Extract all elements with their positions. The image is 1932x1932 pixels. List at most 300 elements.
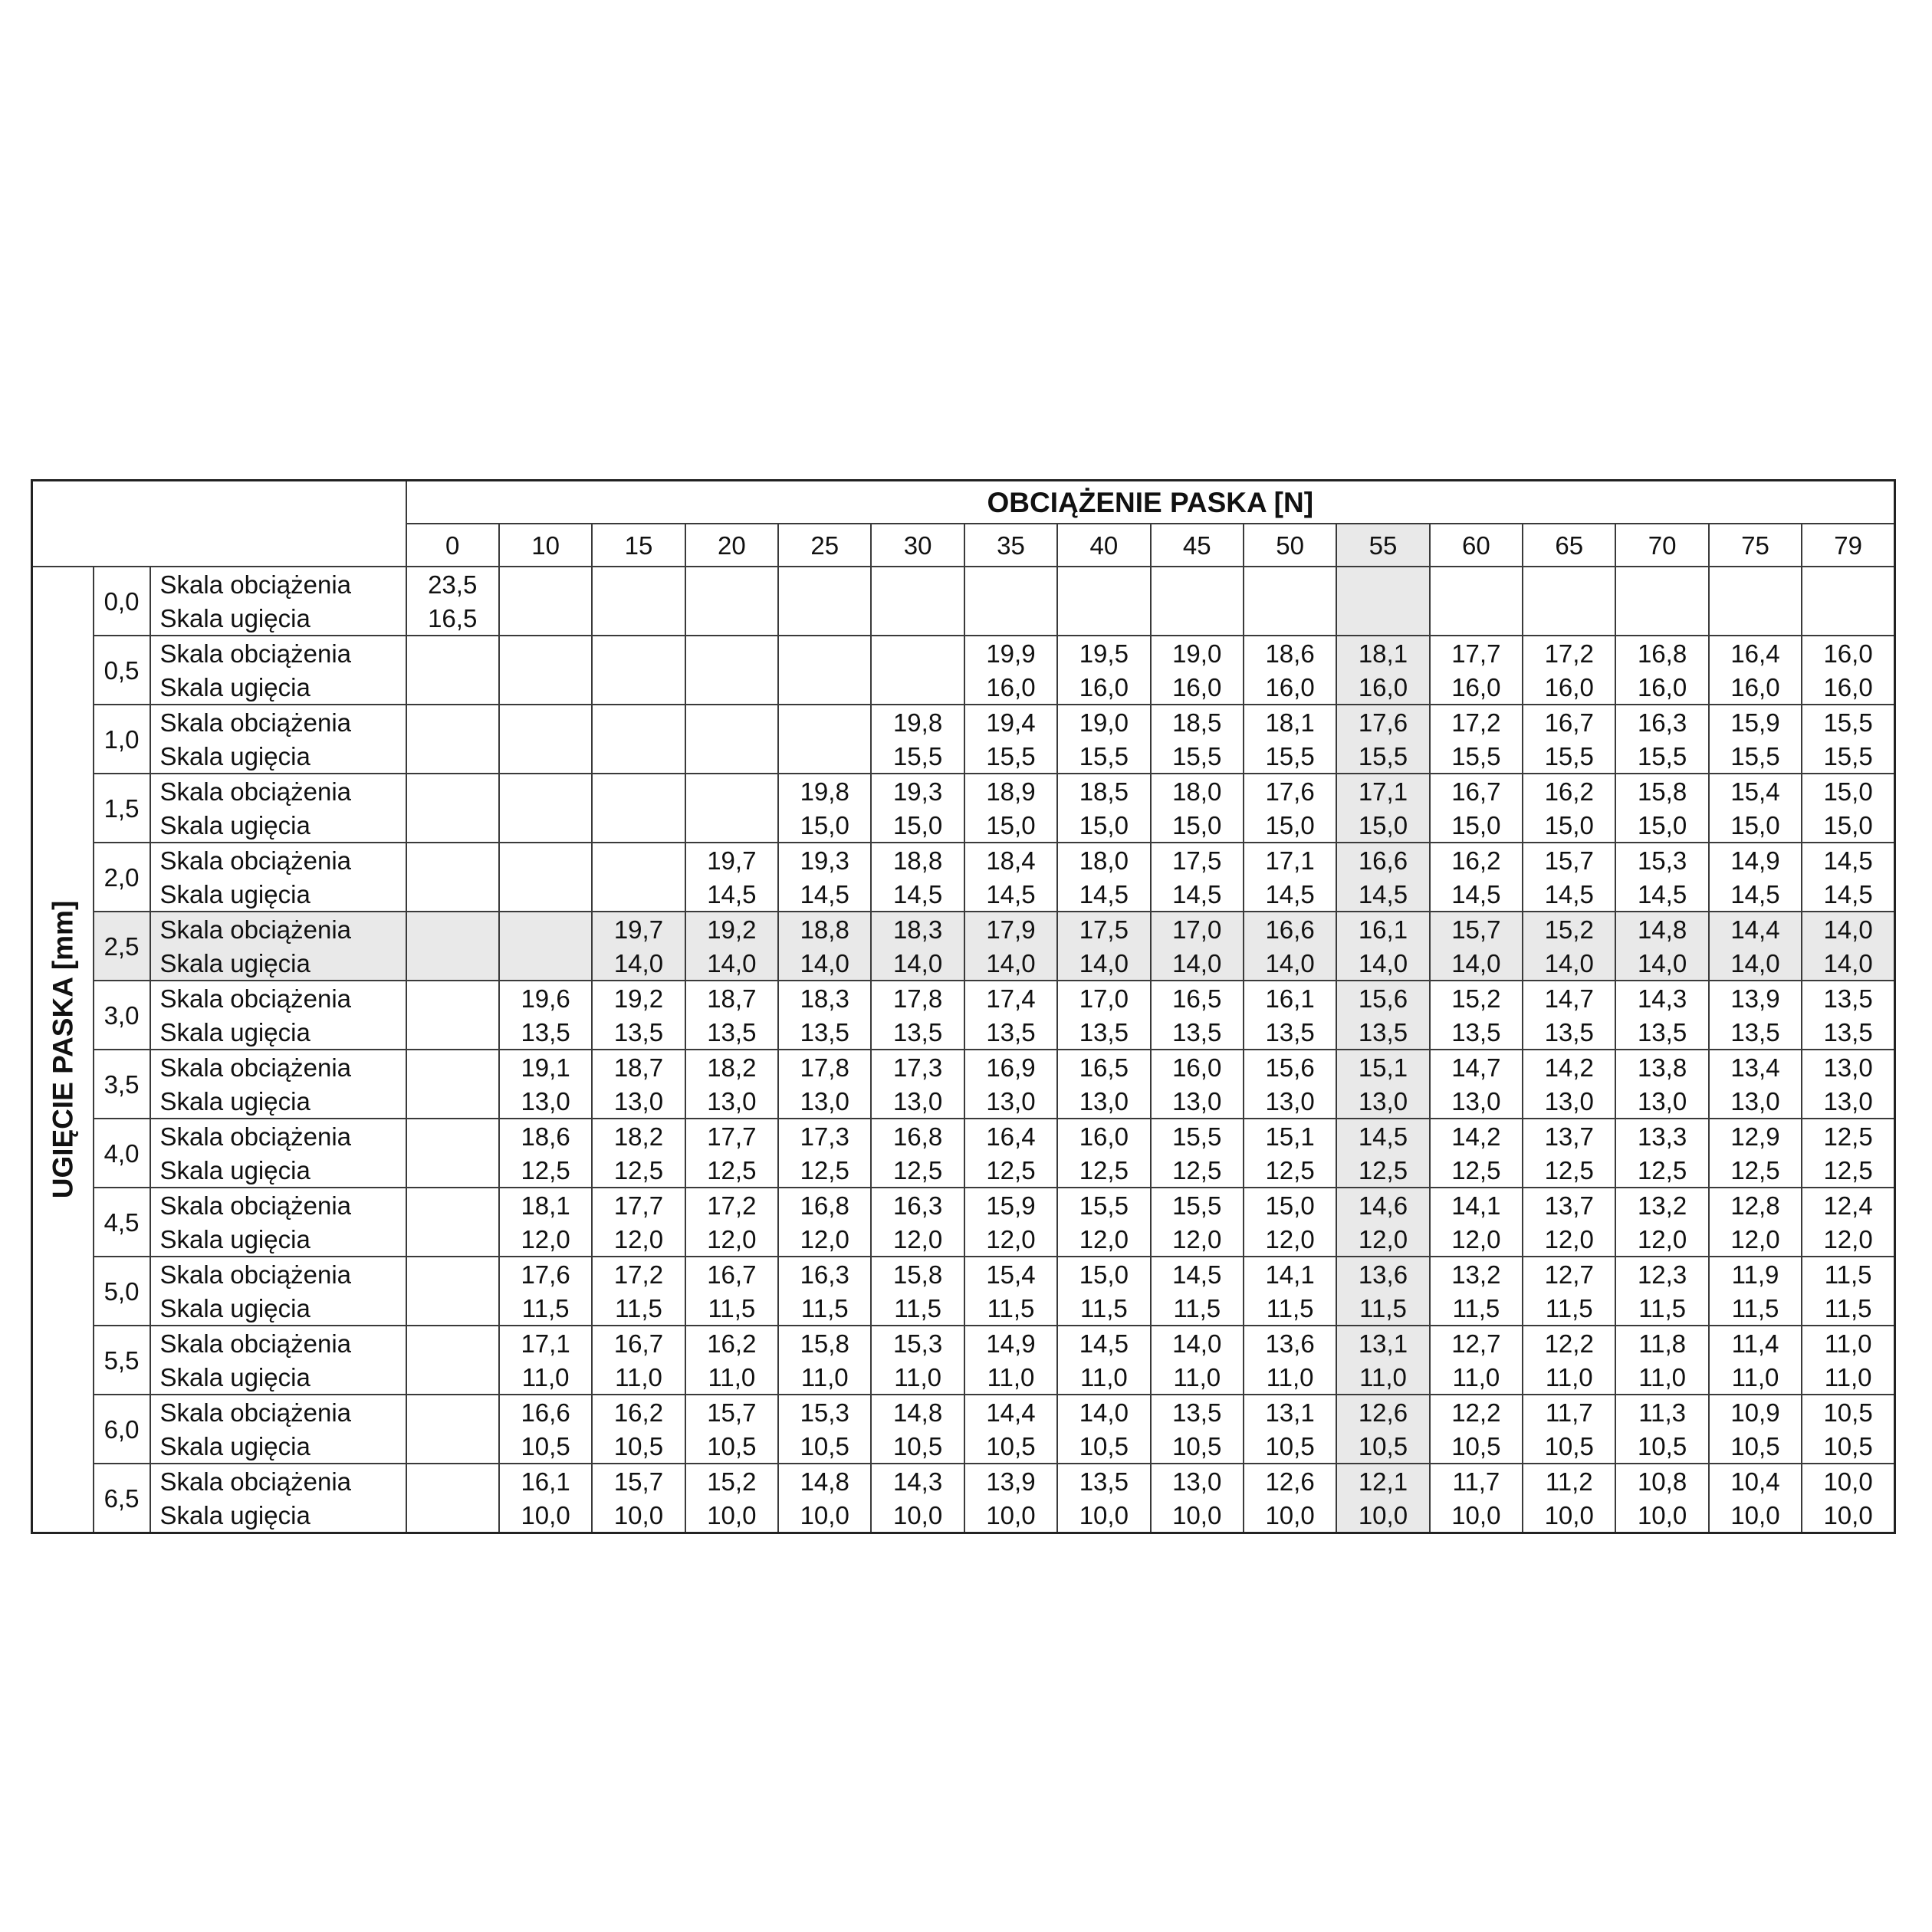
- deflection-scale-cell: 12,5: [685, 1153, 778, 1188]
- load-scale-cell: 16,8: [778, 1188, 871, 1222]
- load-scale-cell: 16,1: [1336, 912, 1429, 946]
- load-scale-cell: 14,2: [1523, 1050, 1615, 1084]
- table-row: [32, 705, 1895, 739]
- table-row: [32, 1084, 1895, 1119]
- load-scale-cell: 13,2: [1615, 1188, 1708, 1222]
- deflection-scale-cell: 10,5: [1430, 1429, 1523, 1464]
- deflection-scale-cell: 15,0: [1244, 808, 1336, 843]
- deflection-value: 6,5: [94, 1464, 150, 1533]
- load-scale-cell: 13,4: [1709, 1050, 1802, 1084]
- load-scale-label: Skala obciążenia: [150, 1326, 406, 1360]
- load-header-10: 55: [1336, 524, 1429, 567]
- load-scale-cell: 11,9: [1709, 1257, 1802, 1291]
- load-scale-cell: 18,5: [1057, 774, 1150, 808]
- deflection-value: 5,0: [94, 1257, 150, 1326]
- deflection-scale-cell: [592, 739, 685, 774]
- load-scale-cell: 19,4: [964, 705, 1057, 739]
- load-scale-cell: 16,8: [1615, 636, 1708, 670]
- deflection-scale-cell: [592, 877, 685, 912]
- deflection-scale-cell: 11,0: [1336, 1360, 1429, 1395]
- deflection-scale-cell: 11,0: [1057, 1360, 1150, 1395]
- deflection-scale-cell: 10,0: [964, 1498, 1057, 1533]
- load-scale-cell: 19,7: [685, 843, 778, 877]
- load-scale-label: Skala obciążenia: [150, 981, 406, 1015]
- deflection-value: 6,0: [94, 1395, 150, 1464]
- deflection-scale-cell: [406, 1429, 499, 1464]
- deflection-scale-cell: [406, 1153, 499, 1188]
- load-scale-cell: 15,3: [1615, 843, 1708, 877]
- load-scale-label: Skala obciążenia: [150, 912, 406, 946]
- load-scale-cell: 16,6: [499, 1395, 592, 1429]
- deflection-scale-cell: 11,5: [964, 1291, 1057, 1326]
- deflection-scale-cell: [685, 601, 778, 636]
- load-scale-cell: 19,0: [1057, 705, 1150, 739]
- load-scale-cell: 14,5: [1057, 1326, 1150, 1360]
- deflection-scale-cell: 15,0: [1057, 808, 1150, 843]
- deflection-scale-cell: 12,5: [1523, 1153, 1615, 1188]
- deflection-scale-cell: 15,5: [1151, 739, 1244, 774]
- table-row: [32, 1188, 1895, 1222]
- load-scale-cell: 16,3: [778, 1257, 871, 1291]
- load-scale-label: Skala obciążenia: [150, 705, 406, 739]
- deflection-scale-cell: 14,0: [1244, 946, 1336, 981]
- load-scale-cell: 11,3: [1615, 1395, 1708, 1429]
- load-scale-cell: [1057, 567, 1150, 601]
- load-scale-cell: 16,4: [964, 1119, 1057, 1153]
- load-scale-cell: 15,2: [685, 1464, 778, 1498]
- load-scale-cell: 17,5: [1151, 843, 1244, 877]
- load-scale-cell: 17,3: [871, 1050, 964, 1084]
- deflection-scale-cell: 15,0: [1615, 808, 1708, 843]
- load-header-11: 60: [1430, 524, 1523, 567]
- deflection-scale-cell: 11,0: [592, 1360, 685, 1395]
- load-scale-cell: 19,1: [499, 1050, 592, 1084]
- deflection-scale-cell: 15,0: [1151, 808, 1244, 843]
- load-scale-cell: [592, 843, 685, 877]
- load-scale-cell: 15,7: [1523, 843, 1615, 877]
- load-scale-cell: 10,9: [1709, 1395, 1802, 1429]
- deflection-scale-cell: 11,5: [685, 1291, 778, 1326]
- deflection-scale-cell: 10,0: [1430, 1498, 1523, 1533]
- load-scale-cell: 18,7: [685, 981, 778, 1015]
- deflection-scale-cell: 12,0: [1615, 1222, 1708, 1257]
- load-scale-label: Skala obciążenia: [150, 1119, 406, 1153]
- load-scale-cell: 19,8: [778, 774, 871, 808]
- deflection-scale-cell: [1709, 601, 1802, 636]
- load-scale-cell: 17,4: [964, 981, 1057, 1015]
- deflection-scale-cell: 10,5: [1523, 1429, 1615, 1464]
- deflection-scale-cell: 15,0: [871, 808, 964, 843]
- deflection-scale-cell: 13,5: [499, 1015, 592, 1050]
- load-scale-cell: 18,1: [1336, 636, 1429, 670]
- load-scale-cell: [592, 567, 685, 601]
- deflection-scale-cell: 11,5: [1057, 1291, 1150, 1326]
- table-row: [32, 1015, 1895, 1050]
- load-scale-cell: 17,9: [964, 912, 1057, 946]
- load-scale-cell: 15,6: [1244, 1050, 1336, 1084]
- deflection-scale-cell: 14,5: [871, 877, 964, 912]
- load-scale-cell: 11,7: [1430, 1464, 1523, 1498]
- deflection-scale-cell: [778, 601, 871, 636]
- load-scale-cell: 17,5: [1057, 912, 1150, 946]
- table-row: [32, 912, 1895, 946]
- deflection-scale-cell: 14,0: [1430, 946, 1523, 981]
- deflection-scale-cell: 14,5: [1336, 877, 1429, 912]
- load-scale-cell: [778, 705, 871, 739]
- deflection-scale-label: Skala ugięcia: [150, 808, 406, 843]
- load-scale-cell: 12,4: [1802, 1188, 1894, 1222]
- load-scale-cell: 13,7: [1523, 1119, 1615, 1153]
- deflection-scale-cell: 14,5: [1709, 877, 1802, 912]
- belt-tension-table: [31, 479, 1896, 1534]
- deflection-scale-cell: [1151, 601, 1244, 636]
- deflection-scale-cell: 16,0: [1430, 670, 1523, 705]
- deflection-scale-cell: 11,0: [499, 1360, 592, 1395]
- deflection-scale-cell: 13,0: [778, 1084, 871, 1119]
- deflection-scale-cell: 12,0: [1244, 1222, 1336, 1257]
- load-scale-cell: [406, 636, 499, 670]
- load-scale-cell: 16,1: [1244, 981, 1336, 1015]
- load-scale-cell: 18,0: [1151, 774, 1244, 808]
- load-scale-cell: [499, 843, 592, 877]
- load-scale-cell: 12,5: [1802, 1119, 1894, 1153]
- load-scale-cell: 11,4: [1709, 1326, 1802, 1360]
- deflection-scale-cell: 11,5: [1336, 1291, 1429, 1326]
- load-scale-cell: [406, 1464, 499, 1498]
- deflection-scale-cell: 11,5: [1709, 1291, 1802, 1326]
- deflection-scale-cell: [406, 1015, 499, 1050]
- load-scale-cell: [499, 774, 592, 808]
- load-scale-cell: [406, 1050, 499, 1084]
- deflection-scale-cell: 15,5: [1615, 739, 1708, 774]
- deflection-scale-cell: 14,5: [1615, 877, 1708, 912]
- deflection-scale-cell: [406, 670, 499, 705]
- deflection-scale-cell: 12,5: [1151, 1153, 1244, 1188]
- deflection-scale-cell: 11,0: [871, 1360, 964, 1395]
- deflection-scale-cell: [1523, 601, 1615, 636]
- load-scale-label: Skala obciążenia: [150, 843, 406, 877]
- load-scale-cell: 19,3: [778, 843, 871, 877]
- load-scale-cell: 18,2: [685, 1050, 778, 1084]
- load-scale-cell: [592, 705, 685, 739]
- load-scale-cell: [592, 636, 685, 670]
- load-scale-cell: 14,4: [964, 1395, 1057, 1429]
- load-scale-cell: 13,1: [1244, 1395, 1336, 1429]
- deflection-scale-cell: 14,0: [1336, 946, 1429, 981]
- deflection-scale-cell: 13,5: [778, 1015, 871, 1050]
- deflection-value: 2,5: [94, 912, 150, 981]
- load-scale-cell: 14,5: [1151, 1257, 1244, 1291]
- load-scale-cell: [685, 705, 778, 739]
- load-scale-cell: 14,0: [1151, 1326, 1244, 1360]
- deflection-value: 3,5: [94, 1050, 150, 1119]
- load-scale-cell: 16,0: [1057, 1119, 1150, 1153]
- load-scale-cell: 17,0: [1151, 912, 1244, 946]
- deflection-scale-cell: [499, 808, 592, 843]
- load-scale-cell: 15,5: [1057, 1188, 1150, 1222]
- load-scale-cell: 17,6: [499, 1257, 592, 1291]
- load-scale-cell: 14,8: [871, 1395, 964, 1429]
- deflection-scale-cell: 15,5: [1430, 739, 1523, 774]
- deflection-scale-cell: 15,5: [1057, 739, 1150, 774]
- deflection-scale-cell: 13,0: [1802, 1084, 1894, 1119]
- table-row: [32, 808, 1895, 843]
- load-scale-cell: 12,6: [1244, 1464, 1336, 1498]
- deflection-scale-cell: 10,0: [499, 1498, 592, 1533]
- deflection-scale-cell: [685, 808, 778, 843]
- load-scale-cell: 15,0: [1244, 1188, 1336, 1222]
- load-scale-cell: 17,6: [1336, 705, 1429, 739]
- load-scale-cell: [406, 774, 499, 808]
- deflection-scale-label: Skala ugięcia: [150, 1360, 406, 1395]
- load-scale-cell: 14,5: [1336, 1119, 1429, 1153]
- deflection-scale-cell: [685, 670, 778, 705]
- deflection-scale-cell: 11,0: [964, 1360, 1057, 1395]
- load-scale-cell: 12,9: [1709, 1119, 1802, 1153]
- table-row: [32, 1464, 1895, 1498]
- load-scale-cell: [592, 774, 685, 808]
- load-header-8: 45: [1151, 524, 1244, 567]
- deflection-scale-label: Skala ugięcia: [150, 1015, 406, 1050]
- deflection-scale-cell: 13,5: [1336, 1015, 1429, 1050]
- load-scale-cell: 18,4: [964, 843, 1057, 877]
- deflection-scale-cell: 12,5: [964, 1153, 1057, 1188]
- load-scale-cell: 14,1: [1430, 1188, 1523, 1222]
- load-scale-cell: 15,1: [1244, 1119, 1336, 1153]
- deflection-scale-cell: 15,0: [1709, 808, 1802, 843]
- load-scale-cell: 19,0: [1151, 636, 1244, 670]
- deflection-scale-cell: 16,0: [1802, 670, 1894, 705]
- load-scale-cell: 16,5: [1057, 1050, 1150, 1084]
- load-scale-label: Skala obciążenia: [150, 1188, 406, 1222]
- deflection-scale-cell: [406, 1222, 499, 1257]
- load-scale-cell: [406, 705, 499, 739]
- load-scale-cell: 16,7: [1430, 774, 1523, 808]
- load-scale-cell: 10,0: [1802, 1464, 1894, 1498]
- load-scale-cell: [406, 1395, 499, 1429]
- deflection-scale-cell: 13,0: [1709, 1084, 1802, 1119]
- load-scale-cell: [406, 1326, 499, 1360]
- deflection-scale-cell: 12,0: [1523, 1222, 1615, 1257]
- load-scale-cell: 19,6: [499, 981, 592, 1015]
- deflection-scale-cell: 12,0: [1802, 1222, 1894, 1257]
- load-scale-cell: 19,2: [685, 912, 778, 946]
- load-scale-cell: [1802, 567, 1894, 601]
- deflection-scale-cell: 13,5: [1615, 1015, 1708, 1050]
- load-scale-cell: 18,1: [499, 1188, 592, 1222]
- load-scale-cell: 16,8: [871, 1119, 964, 1153]
- load-header-1: 10: [499, 524, 592, 567]
- deflection-scale-cell: 14,5: [1151, 877, 1244, 912]
- deflection-scale-label: Skala ugięcia: [150, 1153, 406, 1188]
- deflection-scale-cell: [778, 670, 871, 705]
- deflection-scale-cell: 10,5: [1244, 1429, 1336, 1464]
- load-scale-cell: 15,2: [1430, 981, 1523, 1015]
- load-header-15: 79: [1802, 524, 1894, 567]
- load-scale-cell: 10,8: [1615, 1464, 1708, 1498]
- deflection-scale-cell: 10,5: [1709, 1429, 1802, 1464]
- deflection-scale-cell: 11,5: [1523, 1291, 1615, 1326]
- load-scale-label: Skala obciążenia: [150, 567, 406, 601]
- deflection-scale-cell: 14,0: [778, 946, 871, 981]
- load-scale-cell: 11,7: [1523, 1395, 1615, 1429]
- deflection-scale-cell: 14,0: [685, 946, 778, 981]
- load-scale-cell: [406, 981, 499, 1015]
- load-scale-cell: 19,3: [871, 774, 964, 808]
- deflection-scale-cell: 12,0: [871, 1222, 964, 1257]
- load-scale-cell: 17,3: [778, 1119, 871, 1153]
- deflection-scale-label: Skala ugięcia: [150, 601, 406, 636]
- load-header-3: 20: [685, 524, 778, 567]
- load-scale-cell: [685, 774, 778, 808]
- table-row: [32, 1050, 1895, 1084]
- load-scale-cell: 15,3: [778, 1395, 871, 1429]
- load-scale-cell: [871, 636, 964, 670]
- load-scale-cell: 12,7: [1523, 1257, 1615, 1291]
- deflection-value: 5,5: [94, 1326, 150, 1395]
- deflection-scale-cell: 10,5: [1057, 1429, 1150, 1464]
- load-scale-cell: 18,3: [871, 912, 964, 946]
- load-scale-cell: [499, 912, 592, 946]
- load-scale-cell: 10,4: [1709, 1464, 1802, 1498]
- load-scale-cell: 11,8: [1615, 1326, 1708, 1360]
- load-scale-cell: 17,7: [685, 1119, 778, 1153]
- load-scale-cell: [778, 567, 871, 601]
- deflection-scale-cell: 12,5: [1802, 1153, 1894, 1188]
- table-row: [32, 843, 1895, 877]
- deflection-scale-cell: 13,0: [1057, 1084, 1150, 1119]
- load-scale-cell: [1151, 567, 1244, 601]
- load-scale-cell: 17,8: [778, 1050, 871, 1084]
- deflection-scale-cell: 15,5: [871, 739, 964, 774]
- load-header-12: 65: [1523, 524, 1615, 567]
- deflection-scale-cell: 16,0: [1336, 670, 1429, 705]
- table-body: [32, 567, 1895, 1533]
- load-scale-label: Skala obciążenia: [150, 774, 406, 808]
- deflection-scale-cell: 11,0: [778, 1360, 871, 1395]
- load-scale-cell: 18,6: [499, 1119, 592, 1153]
- deflection-scale-cell: 13,0: [592, 1084, 685, 1119]
- deflection-scale-cell: 10,0: [1709, 1498, 1802, 1533]
- load-scale-cell: 15,9: [1709, 705, 1802, 739]
- load-scale-cell: 14,1: [1244, 1257, 1336, 1291]
- load-scale-cell: 15,8: [1615, 774, 1708, 808]
- load-scale-cell: 14,9: [1709, 843, 1802, 877]
- load-scale-cell: 13,1: [1336, 1326, 1429, 1360]
- deflection-scale-cell: 13,0: [1244, 1084, 1336, 1119]
- deflection-scale-cell: 16,0: [1615, 670, 1708, 705]
- load-scale-cell: 17,2: [1430, 705, 1523, 739]
- deflection-scale-cell: [1430, 601, 1523, 636]
- load-header-9: 50: [1244, 524, 1336, 567]
- deflection-scale-cell: [964, 601, 1057, 636]
- row-axis-label: UGIĘCIE PASKA [mm]: [47, 900, 79, 1199]
- deflection-scale-cell: 12,5: [1244, 1153, 1336, 1188]
- deflection-scale-cell: 13,5: [1430, 1015, 1523, 1050]
- load-scale-cell: [964, 567, 1057, 601]
- load-header-13: 70: [1615, 524, 1708, 567]
- deflection-scale-cell: 11,0: [1244, 1360, 1336, 1395]
- load-scale-cell: 15,5: [1151, 1119, 1244, 1153]
- load-scale-cell: 17,1: [1336, 774, 1429, 808]
- deflection-value: 0,0: [94, 567, 150, 636]
- load-scale-cell: 15,0: [1057, 1257, 1150, 1291]
- load-scale-cell: 11,0: [1802, 1326, 1894, 1360]
- deflection-scale-cell: 10,0: [1244, 1498, 1336, 1533]
- deflection-scale-cell: 16,0: [964, 670, 1057, 705]
- deflection-scale-cell: 11,5: [1151, 1291, 1244, 1326]
- load-scale-cell: 19,2: [592, 981, 685, 1015]
- deflection-scale-cell: 14,5: [1802, 877, 1894, 912]
- deflection-scale-cell: 14,0: [1523, 946, 1615, 981]
- deflection-scale-cell: 11,0: [1802, 1360, 1894, 1395]
- deflection-scale-label: Skala ugięcia: [150, 1429, 406, 1464]
- deflection-scale-cell: 12,0: [1336, 1222, 1429, 1257]
- load-scale-cell: 16,0: [1802, 636, 1894, 670]
- load-scale-cell: 18,9: [964, 774, 1057, 808]
- deflection-scale-cell: 15,0: [1802, 808, 1894, 843]
- load-scale-cell: 16,6: [1336, 843, 1429, 877]
- deflection-scale-cell: 12,5: [1336, 1153, 1429, 1188]
- deflection-scale-cell: 15,5: [1802, 739, 1894, 774]
- load-header-7: 40: [1057, 524, 1150, 567]
- deflection-scale-cell: 13,0: [1615, 1084, 1708, 1119]
- deflection-scale-cell: 14,0: [964, 946, 1057, 981]
- deflection-scale-cell: 13,5: [964, 1015, 1057, 1050]
- deflection-scale-cell: 15,0: [964, 808, 1057, 843]
- deflection-scale-label: Skala ugięcia: [150, 1291, 406, 1326]
- table-row: [32, 1498, 1895, 1533]
- load-scale-cell: 14,8: [778, 1464, 871, 1498]
- load-scale-cell: 18,5: [1151, 705, 1244, 739]
- deflection-scale-cell: 15,0: [1336, 808, 1429, 843]
- load-scale-cell: 16,1: [499, 1464, 592, 1498]
- deflection-scale-cell: [592, 670, 685, 705]
- load-scale-cell: 15,9: [964, 1188, 1057, 1222]
- load-scale-cell: [406, 1188, 499, 1222]
- deflection-scale-cell: 13,0: [1523, 1084, 1615, 1119]
- load-scale-cell: 16,2: [592, 1395, 685, 1429]
- deflection-scale-cell: 10,5: [964, 1429, 1057, 1464]
- load-scale-cell: [1523, 567, 1615, 601]
- load-scale-cell: 16,2: [1523, 774, 1615, 808]
- deflection-scale-cell: [592, 601, 685, 636]
- load-scale-cell: 18,0: [1057, 843, 1150, 877]
- load-scale-cell: 18,6: [1244, 636, 1336, 670]
- deflection-scale-cell: [1802, 601, 1894, 636]
- load-scale-cell: 13,5: [1057, 1464, 1150, 1498]
- load-header-4: 25: [778, 524, 871, 567]
- load-scale-cell: 18,8: [871, 843, 964, 877]
- deflection-value: 4,5: [94, 1188, 150, 1257]
- table-row: [32, 1360, 1895, 1395]
- deflection-scale-cell: 12,0: [964, 1222, 1057, 1257]
- deflection-value: 3,0: [94, 981, 150, 1050]
- deflection-scale-cell: [871, 670, 964, 705]
- load-scale-cell: [1709, 567, 1802, 601]
- load-scale-cell: 14,3: [1615, 981, 1708, 1015]
- load-scale-cell: [871, 567, 964, 601]
- table-row: [32, 670, 1895, 705]
- deflection-scale-cell: 13,5: [1523, 1015, 1615, 1050]
- load-scale-cell: [1615, 567, 1708, 601]
- deflection-scale-cell: 15,5: [1336, 739, 1429, 774]
- deflection-scale-cell: [406, 1291, 499, 1326]
- deflection-scale-cell: 15,0: [778, 808, 871, 843]
- deflection-scale-cell: 13,0: [964, 1084, 1057, 1119]
- deflection-scale-cell: 13,5: [1709, 1015, 1802, 1050]
- table-row: [32, 1257, 1895, 1291]
